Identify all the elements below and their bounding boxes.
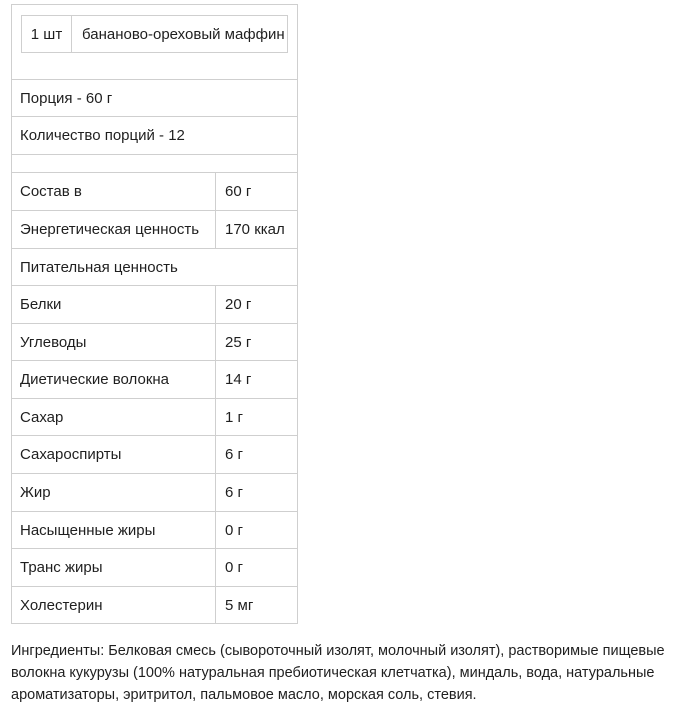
nutrient-value: 5 мг — [215, 587, 298, 623]
spacer-row — [11, 154, 298, 172]
nutrient-label: Сахар — [20, 408, 64, 426]
nutrient-row — [11, 473, 298, 511]
nutrient-value: 0 г — [215, 512, 298, 548]
energy-label: Энергетическая ценность — [20, 221, 200, 238]
nutrient-row — [11, 360, 298, 398]
nutrient-value: 6 г — [215, 474, 298, 511]
nutrition-heading-row — [11, 248, 298, 285]
energy-value: 170 ккал — [215, 211, 298, 248]
servings-count-text: Количество порций - 12 — [20, 127, 185, 144]
nutrient-label: Холестерин — [20, 596, 103, 614]
portion-text: Порция - 60 г — [20, 89, 113, 107]
nutrient-value: 0 г — [215, 549, 298, 586]
nutrient-row — [11, 398, 298, 435]
nutrient-row — [11, 586, 298, 624]
nutrient-value: 6 г — [215, 436, 298, 473]
serving-quantity: 1 шт — [22, 16, 72, 52]
composition-value: 60 г — [215, 173, 298, 210]
nutrient-value: 14 г — [215, 361, 298, 398]
composition-label: Состав в — [20, 183, 82, 200]
nutrient-label: Транс жиры — [20, 559, 103, 576]
ingredients-text: Ингредиенты: Белковая смесь (сывороточный изолят, молочный изолят), растворимые пищевые волокна кукурузы (100% натуральная пребиотическая клетчатка), миндаль, вода, натуральные ароматизаторы, эритритол, пальмовое масло, морская соль, стевия. — [11, 643, 665, 703]
product-name: бананово-ореховый маффин — [82, 25, 285, 43]
nutrient-label: Насыщенные жиры — [20, 521, 156, 539]
nutrient-label: Углеводы — [20, 333, 87, 351]
nutrient-row — [11, 285, 298, 323]
nutrient-row — [11, 323, 298, 360]
nutrient-row — [11, 548, 298, 586]
portion-row — [11, 79, 298, 116]
nutrient-value: 25 г — [215, 324, 298, 360]
nutrient-row — [11, 435, 298, 473]
nutrient-label: Диетические волокна — [20, 371, 170, 388]
servings-count-row — [11, 116, 298, 154]
nutrient-label: Жир — [20, 484, 51, 501]
energy-row — [11, 210, 298, 248]
nutrient-label: Белки — [20, 296, 62, 313]
nutrition-heading: Питательная ценность — [20, 258, 178, 276]
nutrient-label: Сахароспирты — [20, 446, 122, 463]
composition-row — [11, 172, 298, 210]
nutrient-row — [11, 511, 298, 548]
nutrient-value: 20 г — [215, 286, 298, 323]
nutrient-value: 1 г — [215, 399, 298, 435]
serving-header — [21, 15, 288, 53]
